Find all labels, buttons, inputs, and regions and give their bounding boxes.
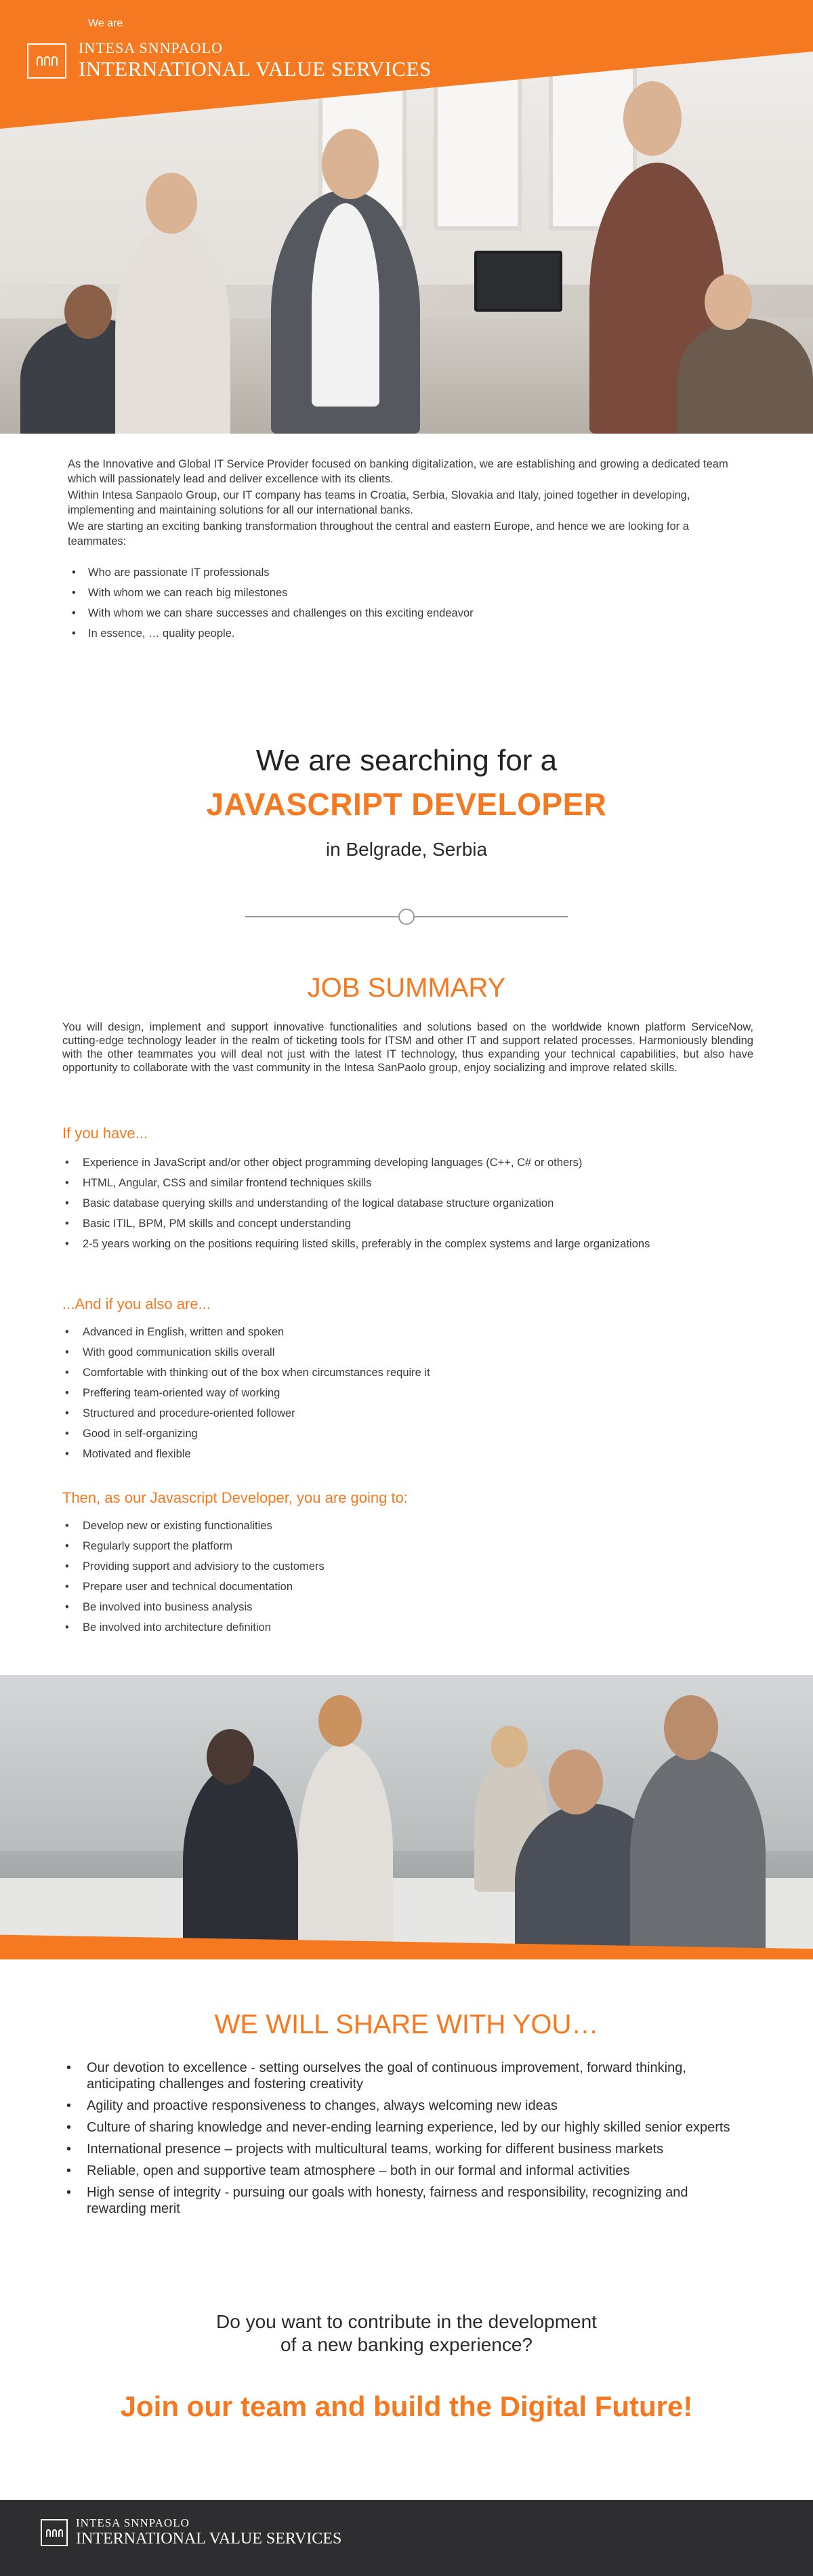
intro-list: [68, 565, 745, 641]
job-title: JAVASCRIPT DEVELOPER: [206, 787, 607, 822]
person-head-image: [207, 1729, 254, 1785]
list-item: • Develop new or existing functionalities: [62, 1519, 713, 1533]
list-item: • Structured and procedure-oriented follower: [62, 1407, 713, 1421]
searching-heading: We are searching for a: [255, 744, 558, 777]
intro-section: [68, 457, 745, 646]
brand-logo-icon: [27, 43, 66, 79]
list-item: • International presence – projects with multicultural teams, working for different business markets: [62, 2141, 740, 2157]
person-image: [678, 318, 813, 434]
share-heading: WE WILL SHARE WITH YOU…: [214, 2010, 599, 2039]
job-location: in Belgrade, Serbia: [325, 839, 488, 860]
list-item: • Motivated and flexible: [62, 1447, 713, 1461]
list-item: • High sense of integrity - pursuing our goals with honesty, fairness and responsibility, recognizing and rewarding merit: [62, 2184, 740, 2217]
person-head-image: [549, 1749, 603, 1814]
brand-name-bottom: INTERNATIONAL VALUE SERVICES: [79, 57, 432, 81]
person-image: [630, 1749, 766, 1959]
list-item: • Good in self-organizing: [62, 1427, 713, 1441]
footer-brand-bottom: INTERNATIONAL VALUE SERVICES: [76, 2530, 342, 2548]
list-item: • Culture of sharing knowledge and never-ending learning experience, led by our highly skilled senior experts: [62, 2119, 740, 2136]
cta-headline: Join our team and build the Digital Future!: [120, 2390, 693, 2422]
list-item: • In essence, … quality people.: [68, 626, 745, 641]
cta-question-line: of a new banking experience?: [280, 2334, 533, 2355]
list-item: • With whom we can share successes and challenges on this exciting endeavor: [68, 606, 745, 621]
if-you-also-are-heading: ...And if you also are...: [62, 1295, 211, 1312]
person-image: [298, 1743, 393, 1959]
brand-name-top: INTESA SNNPAOLO: [79, 39, 223, 56]
office-photo: [0, 1675, 813, 1959]
person-image: [115, 224, 230, 434]
footer-brand-top: INTESA SNNPAOLO: [76, 2516, 190, 2529]
list-item: • Experience in JavaScript and/or other object programming developing languages (C++, C# or others): [62, 1156, 713, 1170]
list-item: • With whom we can reach big milestones: [68, 585, 745, 600]
footer-logo-icon: [41, 2519, 68, 2546]
person-head-image: [664, 1695, 718, 1760]
person-head-image: [146, 173, 197, 234]
responsibilities-heading: Then, as our Javascript Developer, you are going to:: [62, 1489, 408, 1506]
list-item: • Advanced in English, written and spoken: [62, 1325, 713, 1339]
list-item: • Comfortable with thinking out of the box when circumstances require it: [62, 1366, 713, 1380]
intro-paragraph: Within Intesa Sanpaolo Group, our IT company has teams in Croatia, Serbia, Slovakia and Italy, joined together in developing, implementing and maintaining solutions for all our international banks.: [68, 489, 690, 516]
list-item: • Preffering team-oriented way of working: [62, 1386, 713, 1400]
if-you-have-heading: If you have...: [62, 1125, 148, 1142]
person-head-image: [322, 129, 379, 199]
person-shirt-image: [312, 203, 379, 407]
cta-question: [0, 2310, 813, 2356]
requirements-list: [62, 1156, 713, 1258]
list-item: • Prepare user and technical documentation: [62, 1580, 713, 1594]
we-are-label: We are: [88, 18, 123, 29]
person-head-image: [318, 1695, 362, 1747]
list-item: • Who are passionate IT professionals: [68, 565, 745, 580]
person-head-image: [64, 285, 112, 339]
job-summary-heading: JOB SUMMARY: [307, 973, 506, 1003]
job-summary-text: You will design, implement and support innovative functionalities and solutions based on the worldwide known platform ServiceNow, cutting-edge technology leader in the realm of ticketing tools for ITSM and other IT and support related processes. Harmoniously blending with the other teammates you will deal not just with the latest IT technology, thus expanding your technical capabilities, but also have opportunity to collaborate with the vast community in the Intesa SanPaolo group, enjoy socializing and improve related skills.: [62, 1021, 753, 1074]
list-item: • 2-5 years working on the positions requiring listed skills, preferably in the complex systems and large organizations: [62, 1237, 713, 1251]
person-head-image: [623, 81, 682, 156]
list-item: • Be involved into business analysis: [62, 1600, 713, 1615]
divider-circle-icon: [398, 909, 415, 925]
intro-paragraph: As the Innovative and Global IT Service Provider focused on banking digitalization, we are establishing and growing a dedicated team which will passionately lead and deliver excellence with its clients.: [68, 458, 728, 485]
intro-paragraph: We are starting an exciting banking transformation throughout the central and eastern Europe, and hence we are looking for a teammates:: [68, 520, 689, 547]
soft-skills-list: [62, 1325, 713, 1468]
list-item: • Be involved into architecture definition: [62, 1621, 713, 1635]
person-head-image: [491, 1726, 528, 1768]
footer: [0, 2500, 813, 2576]
hero-section: [0, 0, 813, 434]
person-head-image: [705, 274, 752, 330]
list-item: • Basic ITIL, BPM, PM skills and concept understanding: [62, 1217, 713, 1231]
list-item: • Providing support and advisiory to the customers: [62, 1560, 713, 1574]
list-item: • Basic database querying skills and understanding of the logical database structure organization: [62, 1197, 713, 1211]
cta-question-line: Do you want to contribute in the development: [216, 2311, 597, 2332]
list-item: • Regularly support the platform: [62, 1539, 713, 1554]
monitor-image: [474, 251, 562, 312]
person-image: [183, 1763, 298, 1959]
list-item: • With good communication skills overall: [62, 1346, 713, 1360]
list-item: • Reliable, open and supportive team atmosphere – both in our formal and informal activities: [62, 2163, 740, 2179]
list-item: • Our devotion to excellence - setting ourselves the goal of continuous improvement, forward thinking, anticipating challenges and fostering creativity: [62, 2060, 740, 2092]
responsibilities-list: [62, 1519, 713, 1641]
list-item: • HTML, Angular, CSS and similar frontend techniques skills: [62, 1176, 713, 1190]
list-item: • Agility and proactive responsiveness to changes, always welcoming new ideas: [62, 2098, 740, 2114]
benefits-list: [62, 2060, 740, 2222]
